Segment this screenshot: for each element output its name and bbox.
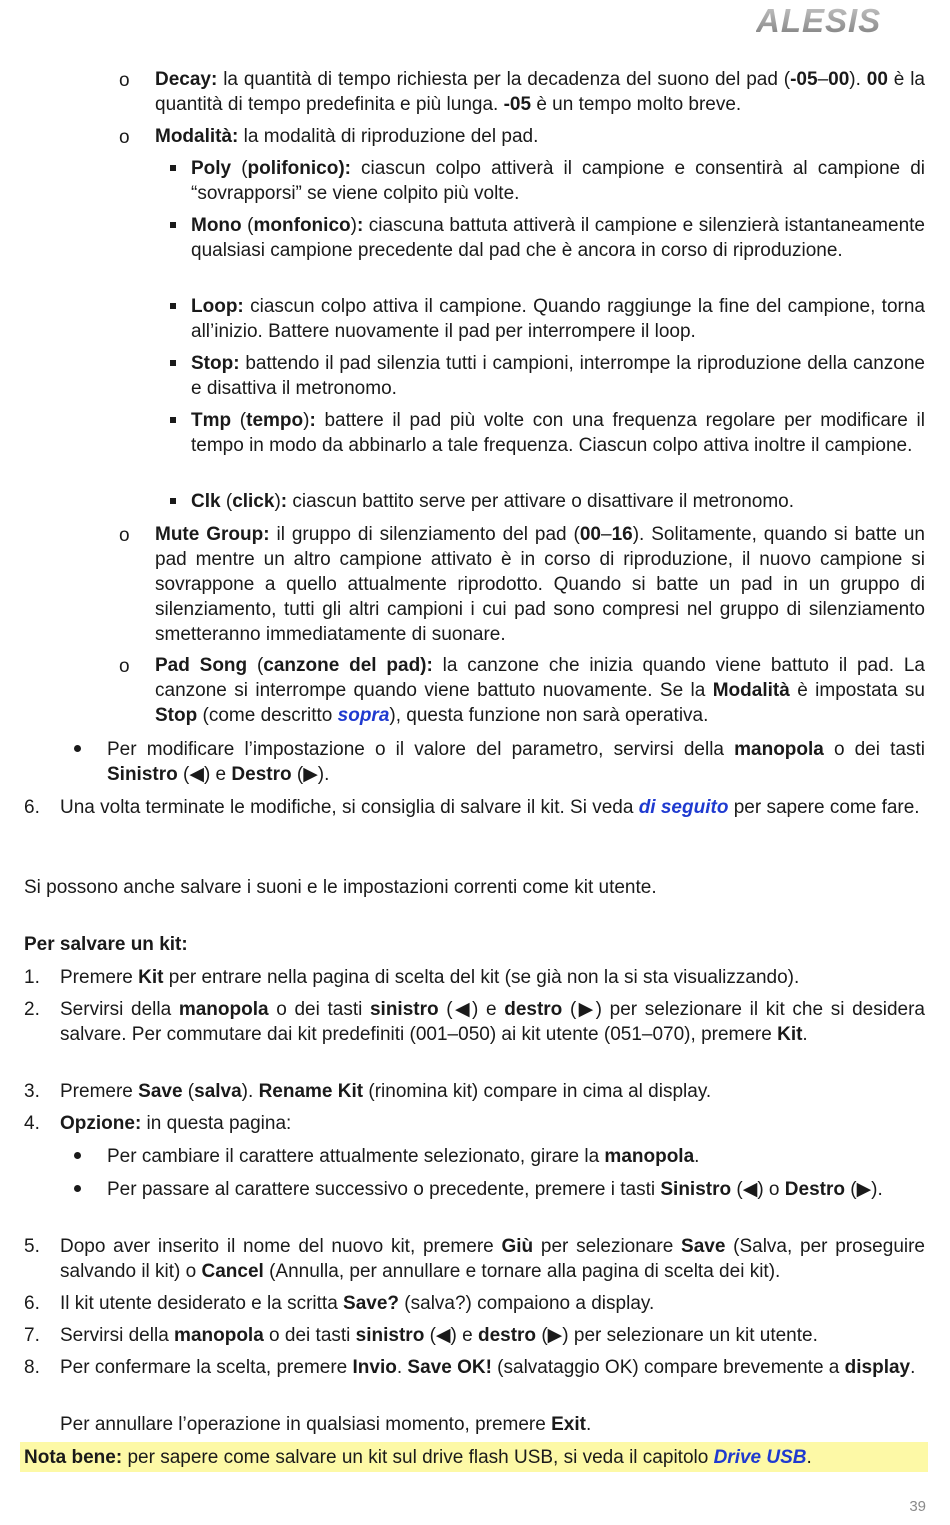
mode-stop: Stop: battendo il pad silenzia tutti i campioni, interrompe la riproduzione della canzone e disattiva il metronomo.: [191, 353, 925, 399]
step-4-option-b: Per passare al carattere successivo o precedente, premere i tasti Sinistro (◀) o Destro (▶).: [107, 1179, 883, 1200]
circle-marker: o: [119, 525, 130, 546]
bullet-icon: [74, 1152, 81, 1159]
bullet-modify: Per modificare l’impostazione o il valore del parametro, servirsi della manopola o dei tasti Sinistro (◀) e Destro (▶).: [107, 739, 925, 785]
circle-marker: o: [119, 70, 130, 91]
param-decay: Decay: la quantità di tempo richiesta per la decadenza del suono del pad (-05–00). 00 è la quantità di tempo predefinita e più lunga. -05 è un tempo molto breve.: [155, 69, 925, 115]
square-bullet-icon: [170, 222, 176, 228]
step-4: Opzione: in questa pagina:: [60, 1113, 292, 1134]
step-6-save-hint: Una volta terminate le modifiche, si consiglia di salvare il kit. Si veda di seguito per sapere come fare.: [60, 797, 920, 818]
step-8: Per confermare la scelta, premere Invio. Save OK! (salvataggio OK) compare brevemente a display.: [60, 1357, 916, 1378]
bullet-icon: [74, 1185, 81, 1192]
step-number: 1.: [24, 967, 40, 988]
step-3: Premere Save (salva). Rename Kit (rinomina kit) compare in cima al display.: [60, 1081, 712, 1102]
intro-text: Si possono anche salvare i suoni e le impostazioni correnti come kit utente.: [24, 877, 657, 898]
bullet-icon: [74, 745, 81, 752]
step-number: 7.: [24, 1325, 40, 1346]
step-2: Servirsi della manopola o dei tasti sinistro (◀) e destro (▶) per selezionare il kit che si desidera salvare. Per commutare dai kit predefiniti (001–050) ai kit utente (051–070), premere Kit.: [60, 999, 925, 1045]
section-heading: Per salvare un kit:: [24, 934, 188, 955]
step-number: 3.: [24, 1081, 40, 1102]
step-number: 6.: [24, 797, 40, 818]
alesis-logo: [756, 2, 928, 38]
note-text: Nota bene: per sapere come salvare un kit sul drive flash USB, si veda il capitolo Drive USB.: [24, 1447, 812, 1468]
step-8-cancel: Per annullare l’operazione in qualsiasi momento, premere Exit.: [60, 1414, 592, 1435]
link-di-seguito[interactable]: di seguito: [638, 797, 729, 818]
square-bullet-icon: [170, 417, 176, 423]
step-1: Premere Kit per entrare nella pagina di scelta del kit (se già non la si sta visualizzando).: [60, 967, 800, 988]
step-number: 2.: [24, 999, 40, 1020]
square-bullet-icon: [170, 498, 176, 504]
mode-clk: Clk (click): ciascun battito serve per attivare o disattivare il metronomo.: [191, 491, 795, 512]
circle-marker: o: [119, 127, 130, 148]
step-5: Dopo aver inserito il nome del nuovo kit, premere Giù per selezionare Save (Salva, per proseguire salvando il kit) o Cancel (Annulla, per annullare e tornare alla pagina di scelta dei kit).: [60, 1236, 925, 1282]
square-bullet-icon: [170, 165, 176, 171]
param-mute-group: Mute Group: il gruppo di silenziamento del pad (00–16). Solitamente, quando si batte un pad mentre un altro campione attivato è in corso di riproduzione, il nuovo campione si sovrappone a quello attualmente riprodotto. Quando si batte un pad in un gruppo di silenziamento, tutti gli altri campioni i cui pad sono compresi nel gruppo di silenziamento smetteranno immediatamente di suonare.: [155, 524, 925, 645]
square-bullet-icon: [170, 360, 176, 366]
step-7: Servirsi della manopola o dei tasti sinistro (◀) e destro (▶) per selezionare un kit utente.: [60, 1325, 818, 1346]
param-modalita: Modalità: la modalità di riproduzione del pad.: [155, 126, 539, 147]
circle-marker: o: [119, 656, 130, 677]
step-number: 6.: [24, 1293, 40, 1314]
step-number: 4.: [24, 1113, 40, 1134]
page-number: 39: [909, 1498, 926, 1515]
step-number: 5.: [24, 1236, 40, 1257]
step-6: Il kit utente desiderato e la scritta Save? (salva?) compaiono a display.: [60, 1293, 655, 1314]
param-pad-song: Pad Song (canzone del pad): la canzone che inizia quando viene battuto il pad. La canzone si interrompe quando viene battuto nuovamente. Se la Modalità è impostata su Stop (come descritto sopra), questa funzione non sarà operativa.: [155, 655, 925, 726]
link-sopra[interactable]: sopra: [337, 705, 390, 726]
link-drive-usb[interactable]: Drive USB: [713, 1447, 807, 1468]
square-bullet-icon: [170, 303, 176, 309]
step-4-option-a: Per cambiare il carattere attualmente selezionato, girare la manopola.: [107, 1146, 700, 1167]
brand-text: ALESIS: [756, 2, 882, 38]
mode-tmp: Tmp (tempo): battere il pad più volte con una frequenza regolare per modificare il tempo in modo da abbinarlo a tale frequenza. Ciascun colpo attiva inoltre il campione.: [191, 410, 926, 456]
mode-poly: Poly (polifonico): ciascun colpo attiverà il campione e consentirà al campione di “sovrapporsi” se viene colpito più volte.: [191, 158, 926, 204]
step-number: 8.: [24, 1357, 40, 1378]
mode-mono: Mono (monfonico): ciascuna battuta attiverà il campione e silenzierà istantaneamente qualsiasi campione precedente dal pad che è ancora in corso di riproduzione.: [191, 215, 925, 261]
mode-loop: Loop: ciascun colpo attiva il campione. Quando raggiunge la fine del campione, torna all’inizio. Battere nuovamente il pad per interrompere il loop.: [191, 296, 925, 342]
